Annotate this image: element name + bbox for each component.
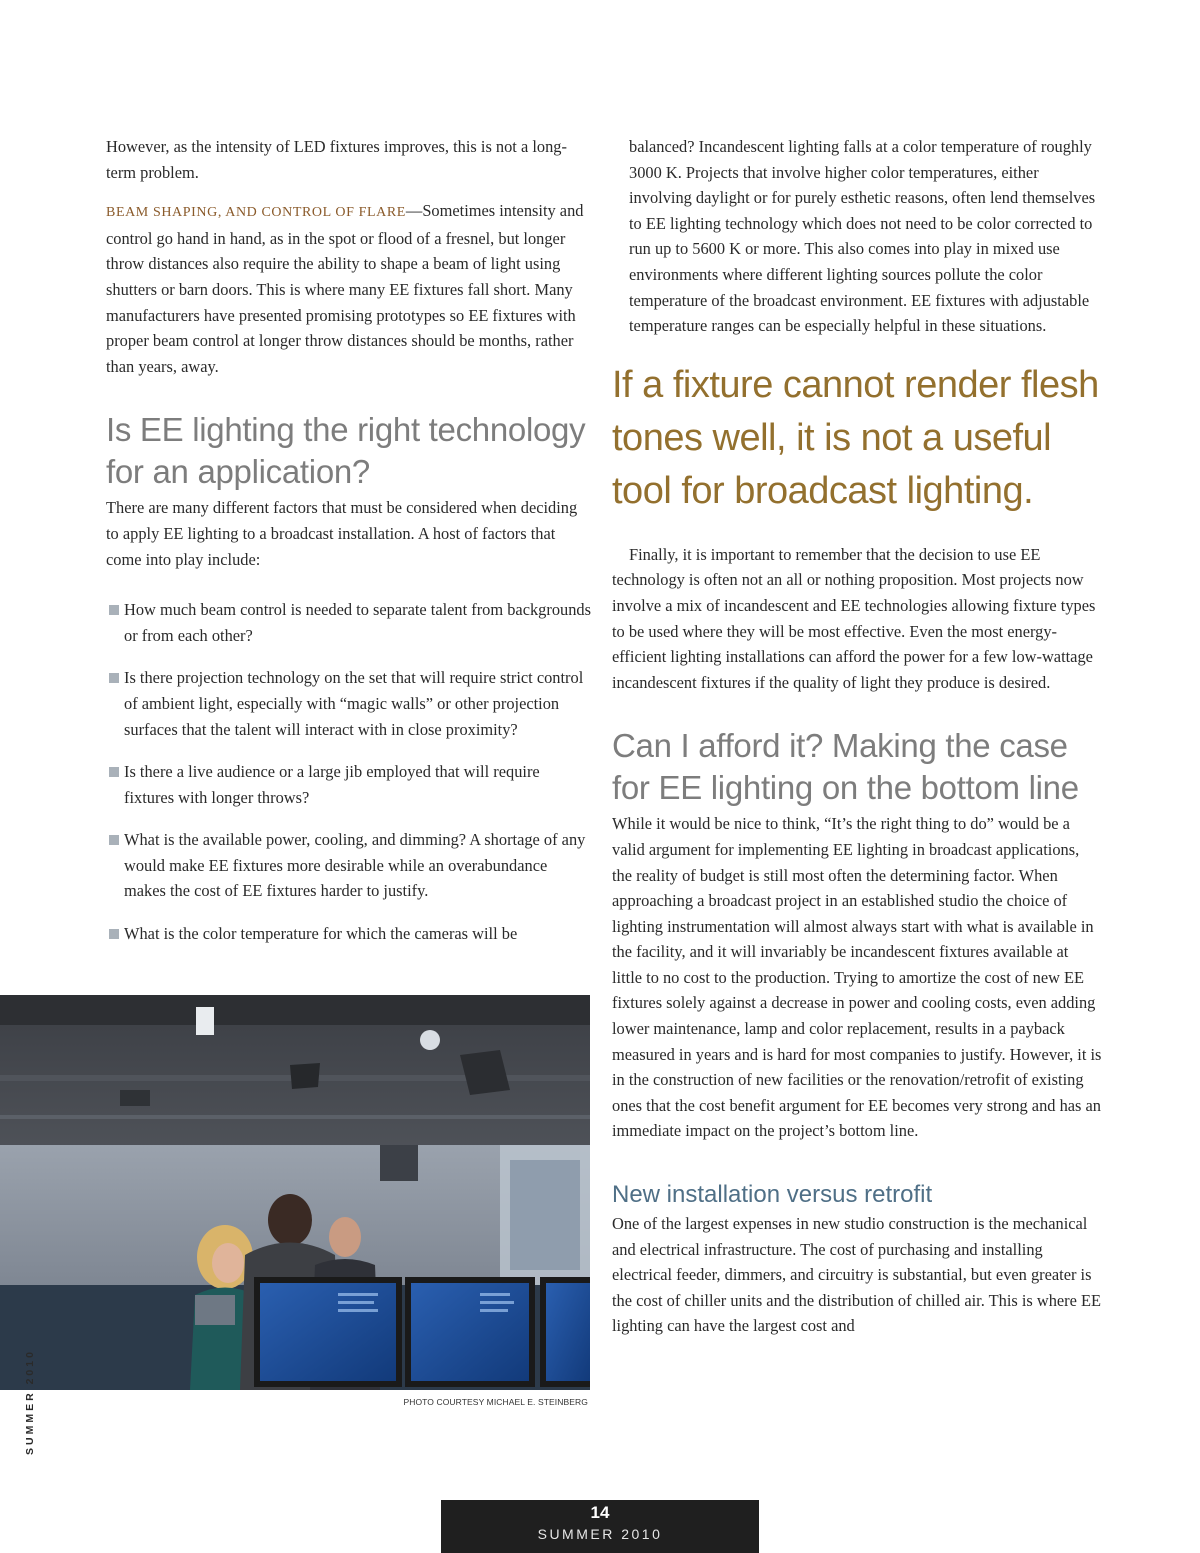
installation-paragraph: One of the largest expenses in new studio construction is the mechanical and electrical infrastructure. The cost of purchasing and installing electrical feeder, dimmers, and circuitry is substantial, but even greater is the cost of chiller units and the distribution of chilled air. This is where EE lighting can have the largest cost and [612,1214,1102,1336]
left-column [106,134,592,964]
pull-quote: If a fixture cannot render flesh tones well, it is not a useful tool for broadcast lighting. [612,363,1099,512]
square-bullet-icon [109,673,119,683]
section-heading-ee-right-technology: Is EE lighting the right technology for an application? [106,411,586,491]
intro-paragraph: However, as the intensity of LED fixtures improves, this is not a long-term problem. [106,137,567,182]
square-bullet-icon [109,605,119,615]
square-bullet-icon [109,835,119,845]
list-item: Is there a live audience or a large jib employed that will require fixtures with longer throws? [106,759,592,810]
photo-credit: PHOTO COURTESY MICHAEL E. STEINBERG [403,1397,588,1407]
beam-paragraph [106,198,592,379]
square-bullet-icon [109,929,119,939]
continued-paragraph: balanced? Incandescent lighting falls at a color temperature of roughly 3000 K. Projects that involve higher color temperatures, either involving daylight or for purely esthetic reasons, often lend themselves to EE lighting technology which does not need to be color corrected to run up to 5600 K or more. This also comes into play in mixed use environments where different lighting sources pollute the color temperature of the broadcast environment. EE fixtures with adjustable temperature ranges can be especially helpful in these situations. [629,137,1096,336]
list-item: What is the available power, cooling, and dimming? A shortage of any would make EE fixtures more desirable while an overabundance makes the cost of EE fixtures harder to justify. [106,827,592,904]
factors-list [106,597,592,947]
list-item: What is the color temperature for which the cameras will be [106,921,592,947]
square-bullet-icon [109,767,119,777]
page-number: 14 [590,1503,610,1522]
studio-photo-illustration [0,995,590,1390]
side-issue-label: SUMMER 2010 [24,1349,36,1455]
studio-photo [0,995,590,1390]
afford-paragraph: While it would be nice to think, “It’s the right thing to do” would be a valid argument for implementing EE lighting in broadcast applications, the reality of budget is still most often the determining factor. When approaching a broadcast project in an established studio the choice of lighting instrumentation will almost always start with what is available in the facility, and it will invariably be incandescent fixtures available at little to no cost to the production. Trying to amortize the cost of new EE fixtures solely against a decrease in power and cooling costs, even adding lower maintenance, lamp and color replacement, results in a payback measured in years and is hard for most companies to justify. However, it is in the construction of new facilities or the renovation/retrofit of existing ones that the cost benefit argument for EE becomes very strong and has an immediate impact on the project’s bottom line. [612,814,1102,1141]
list-item: How much beam control is needed to separate talent from backgrounds or from each other? [106,597,592,648]
subheading-new-installation: New installation versus retrofit [612,1181,933,1209]
beam-text: —Sometimes intensity and control go hand in hand, as in the spot or flood of a fresnel, but longer throw distances also require the ability to shape a beam of light using shutters or barn doors. This is where many EE fixtures fall short. Many manufacturers have presented promising prototypes so EE fixtures with proper beam control at longer throw distances should be months, rather than years, away. [106,201,584,376]
list-item: Is there projection technology on the set that will require strict control of ambient light, especially with “magic walls” or other projection surfaces that the talent will interact with in close proximity? [106,665,592,742]
beam-runin-heading: BEAM SHAPING, AND CONTROL OF FLARE [106,205,406,221]
footer-issue: SUMMER 2010 [537,1526,663,1542]
page-footer [441,1500,759,1553]
section-heading-afford: Can I afford it? Making the case for EE lighting on the bottom line [612,727,1079,807]
finally-paragraph: Finally, it is important to remember that the decision to use EE technology is often not an all or nothing proposition. Most projects now involve a mix of incandescent and EE technologies allowing fixture types to be used where they will be most effective. Even the most energy-efficient lighting installations can afford the power for a few low-wattage incandescent fixtures if the quality of light they produce is desired. [612,544,1096,692]
factors-paragraph: There are many different factors that must be considered when deciding to apply EE lighting to a broadcast installation. A host of factors that come into play include: [106,498,578,569]
right-column [612,134,1102,1339]
